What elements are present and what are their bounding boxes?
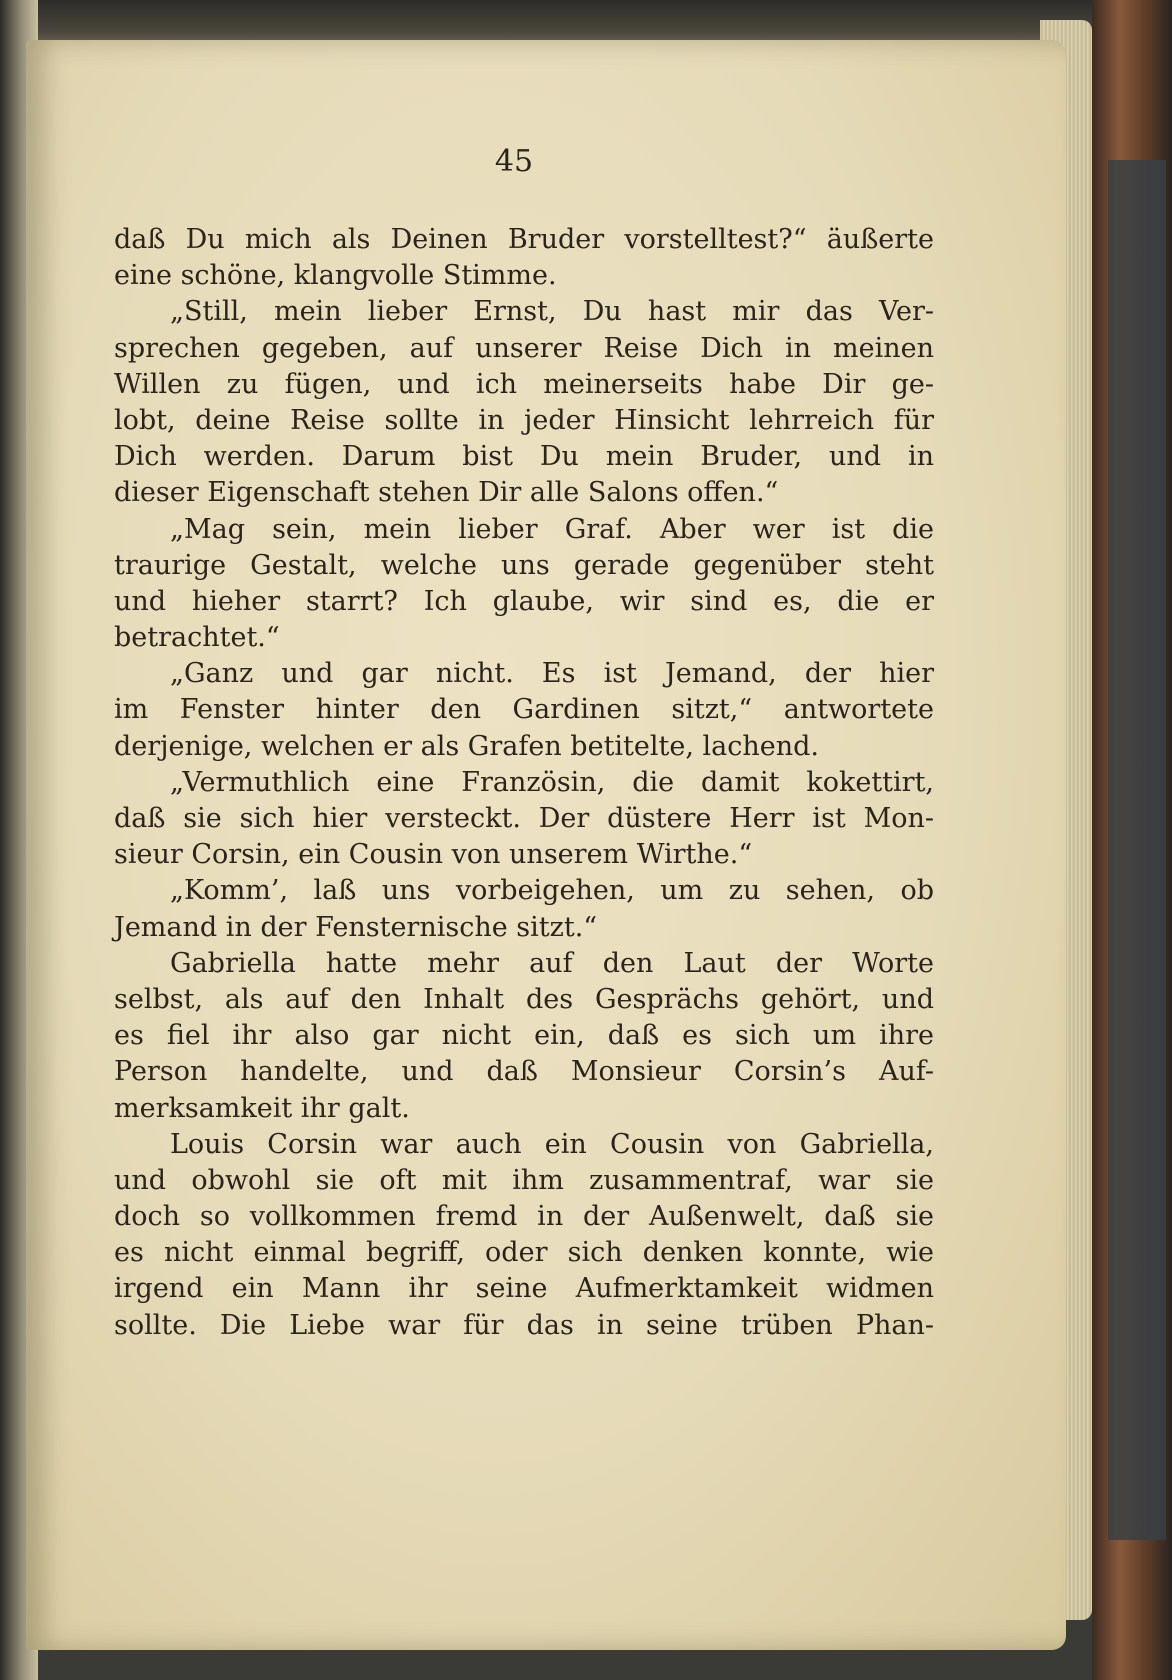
text-line: „Vermuthlich eine Französin, die damit kokettirt, <box>170 766 934 798</box>
text-line: merksamkeit ihr galt. <box>114 1092 410 1124</box>
text-line: sollte. Die Liebe war für das in seine trüben Phan- <box>114 1309 934 1341</box>
text-line: „Komm’, laß uns vorbeigehen, um zu sehen, ob <box>170 875 934 907</box>
body-text <box>114 222 934 1344</box>
text-line: Jemand in der Fensternische sitzt.“ <box>114 911 598 943</box>
book-page <box>26 40 1066 1650</box>
text-line: dieser Eigenschaft stehen Dir alle Salons offen.“ <box>114 477 779 509</box>
text-line: „Still, mein lieber Ernst, Du hast mir das Ver- <box>170 296 934 328</box>
text-line: und obwohl sie oft mit ihm zusammentraf, war sie <box>114 1164 934 1196</box>
text-line: doch so vollkommen fremd in der Außenwelt, daß sie <box>114 1201 934 1233</box>
book-cover-cloth <box>1108 160 1166 1540</box>
text-line: „Ganz und gar nicht. Es ist Jemand, der hier <box>170 658 934 690</box>
text-line: eine schöne, klangvolle Stimme. <box>114 260 557 292</box>
text-line: sieur Corsin, ein Cousin von unserem Wirthe.“ <box>114 839 753 871</box>
text-line: sprechen gegeben, auf unserer Reise Dich in meinen <box>114 332 934 364</box>
text-line: betrachtet.“ <box>114 622 280 654</box>
text-line: Dich werden. Darum bist Du mein Bruder, und in <box>114 441 934 473</box>
text-line: es fiel ihr also gar nicht ein, daß es sich um ihre <box>114 1020 934 1052</box>
text-line: daß Du mich als Deinen Bruder vorstelltest?“ äußerte <box>114 224 934 255</box>
text-line: irgend ein Mann ihr seine Aufmerktamkeit widmen <box>114 1273 934 1305</box>
text-line: lobt, deine Reise sollte in jeder Hinsicht lehrreich für <box>114 404 934 436</box>
text-line: Gabriella hatte mehr auf den Laut der Worte <box>170 947 934 979</box>
text-line: es nicht einmal begriff, oder sich denken konnte, wie <box>114 1237 934 1269</box>
text-line: Louis Corsin war auch ein Cousin von Gabriella, <box>170 1128 934 1160</box>
text-line: daß sie sich hier versteckt. Der düstere Herr ist Mon- <box>114 803 934 834</box>
text-line: Willen zu fügen, und ich meinerseits habe Dir ge- <box>114 368 934 400</box>
text-line: selbst, als auf den Inhalt des Gesprächs gehört, und <box>114 983 934 1015</box>
text-line: Person handelte, und daß Monsieur Corsin’s Auf- <box>114 1056 934 1088</box>
text-line: und hieher starrt? Ich glaube, wir sind es, die er <box>114 585 934 617</box>
page-number: 45 <box>494 144 534 179</box>
text-line: „Mag sein, mein lieber Graf. Aber wer ist die <box>170 513 934 545</box>
text-line: im Fenster hinter den Gardinen sitzt,“ antwortete <box>114 694 934 726</box>
text-line: traurige Gestalt, welche uns gerade gegenüber steht <box>114 549 934 581</box>
text-line: derjenige, welchen er als Grafen betitelte, lachend. <box>114 730 819 762</box>
